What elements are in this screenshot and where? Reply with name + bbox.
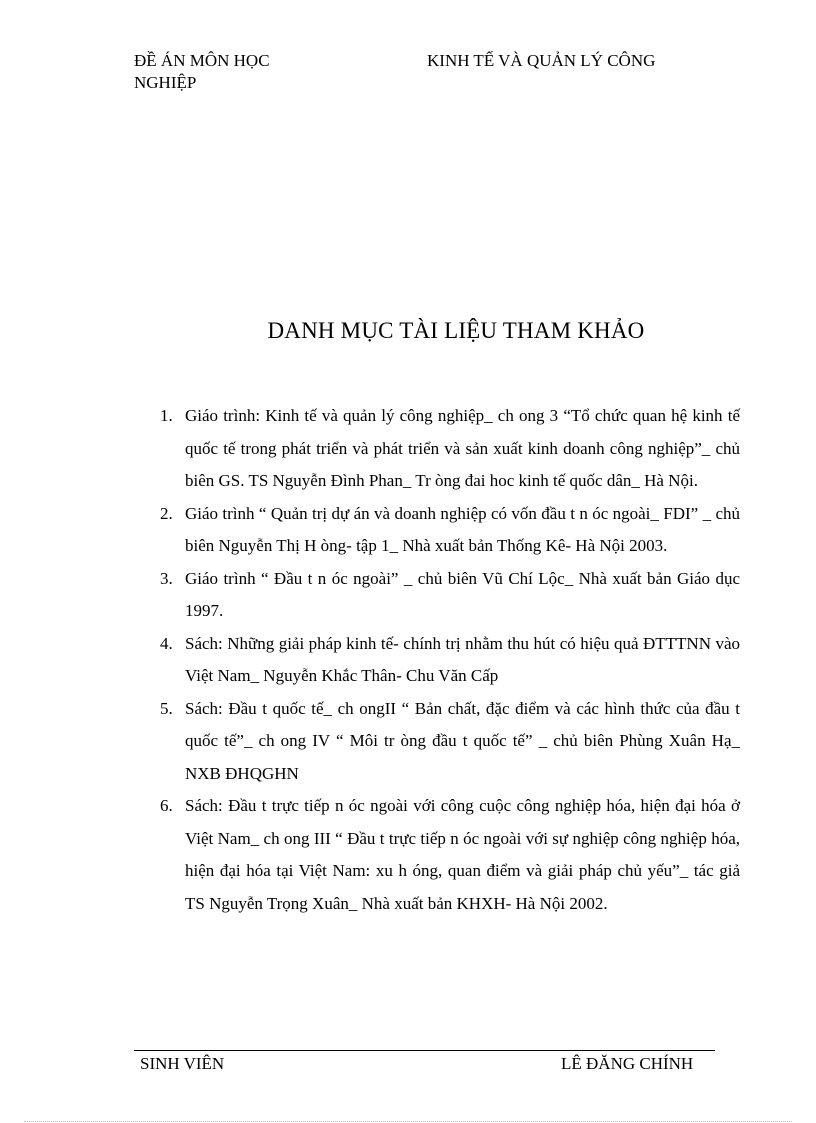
reference-list <box>158 400 740 920</box>
reference-item <box>158 693 740 791</box>
reference-number: 3. <box>160 568 173 588</box>
reference-item <box>158 790 740 920</box>
header-course-title <box>134 50 334 94</box>
page-bottom-border <box>24 1121 792 1122</box>
header-right-line1: KINH TẾ VÀ QUẢN LÝ CÔNG <box>427 51 656 70</box>
footer-divider <box>134 1050 715 1051</box>
header-left-line1: ĐỀ ÁN MÔN HỌC <box>134 51 270 70</box>
footer-author-name: LÊ ĐĂNG CHÍNH <box>561 1054 694 1073</box>
reference-text: Giáo trình: Kinh tế và quản lý công nghiệp_ ch ong 3 “Tổ chức quan hệ kinh tế quốc tế trong phát triển và phát triển và sản xuất kinh doanh công nghiệp”_ chủ biên GS. TS Nguyễn Đình Phan_ Tr òng đai hoc kinh tế quốc dân_ Hà Nội. <box>185 406 740 490</box>
reference-text: Giáo trình “ Đầu t n óc ngoài” _ chủ biên Vũ Chí Lộc_ Nhà xuất bản Giáo dục 1997. <box>185 568 740 620</box>
reference-text: Sách: Đầu t quốc tế_ ch ongII “ Bản chất, đặc điểm và các hình thức của đầu t quốc tế”_ ch ong IV “ Môi tr òng đầu t quốc tế” _ chủ biên Phùng Xuân Hạ_ NXB ĐHQGHN <box>185 698 740 783</box>
reference-text: Sách: Đầu t trực tiếp n óc ngoài với công cuộc công nghiệp hóa, hiện đại hóa ở Việt Nam_ ch ong III “ Đầu t trực tiếp n óc ngoài với sự nghiệp công nghiệp hóa, hiện đại hóa tại Việt Nam: xu h óng, quan điểm và giải pháp chủ yếu”_ tác giả TS Nguyễn Trọng Xuân_ Nhà xuất bản KHXH- Hà Nội 2002. <box>185 796 740 913</box>
reference-number: 6. <box>160 796 173 815</box>
header-subject <box>427 50 757 72</box>
reference-number: 2. <box>160 503 173 523</box>
reference-item <box>158 628 740 693</box>
footer-role: SINH VIÊN <box>140 1054 225 1073</box>
reference-text: Sách: Những giải pháp kinh tế- chính trị nhằm thu hút có hiệu quả ĐTTTNN vào Việt Nam_ Nguyễn Khắc Thân- Chu Văn Cấp <box>185 633 740 685</box>
reference-item <box>158 498 740 563</box>
reference-item <box>158 400 740 498</box>
header-left-line2: NGHIỆP <box>134 73 197 92</box>
reference-number: 5. <box>160 698 173 718</box>
reference-number: 1. <box>160 406 173 425</box>
reference-number: 4. <box>160 633 173 653</box>
page-title: DANH MỤC TÀI LIỆU THAM KHẢO <box>267 318 645 343</box>
reference-item <box>158 563 740 628</box>
reference-text: Giáo trình “ Quản trị dự án và doanh nghiệp có vốn đầu t n óc ngoài_ FDI” _ chủ biên Nguyễn Thị H òng- tập 1_ Nhà xuất bản Thống Kê- Hà Nội 2003. <box>185 503 740 555</box>
